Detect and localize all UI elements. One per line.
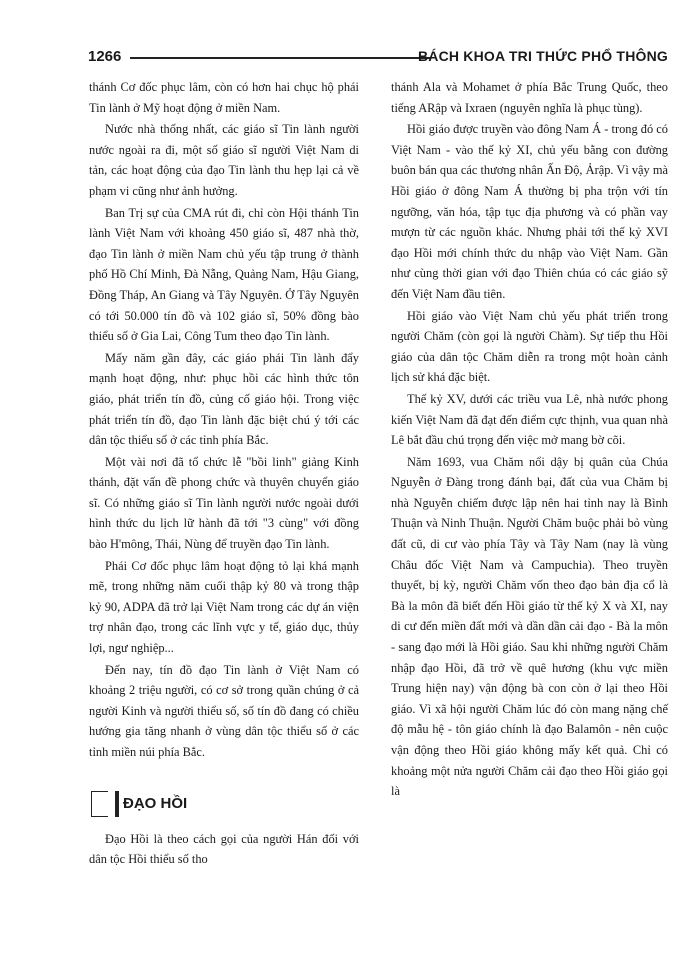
header-rule [130, 57, 430, 59]
page-number: 1266 [88, 48, 122, 65]
paragraph: Mấy năm gần đây, các giáo phái Tin lành đẩy mạnh hoạt động, như: phục hồi các hình thức tôn giáo, phát triển tín đồ, củng cố giáo hội. Trong việc phát triển tín đồ, đạo Tin lành đặc biệt chú ý tới các dân tộc thiểu số ở các tỉnh phía Bắc. [89, 350, 359, 448]
section-bar-icon [115, 791, 119, 817]
section-title: ĐẠO HỒI [123, 794, 188, 812]
paragraph: Một vài nơi đã tổ chức lễ "bồi linh" giảng Kinh thánh, đặt vấn đề phong chức và thuyên chuyển giáo sĩ. Có những giáo sĩ Tin lành người nước ngoài dưới hình thức du lịch lữ hành đã tới "3 cùng" với đồng bào H'mông, Thái, Nùng để truyền đạo Tin lành. [89, 454, 359, 552]
paragraph: Đến nay, tín đồ đạo Tin lành ở Việt Nam có khoảng 2 triệu người, có cơ sở trong quần chúng ở cả người Kinh và người thiểu số, số tín đồ đang có chiều hướng gia tăng nhanh ở vùng dân tộc thiểu số ở các tỉnh miền núi phía Bắc. [89, 662, 359, 759]
paragraph: Thế kỷ XV, dưới các triều vua Lê, nhà nước phong kiến Việt Nam đã đạt đến điểm cực thịnh, vua quan nhà Lê bắt đầu chú trọng đến việc mở mang bờ cõi. [391, 391, 668, 448]
paragraph: Năm 1693, vua Chăm nổi dậy bị quân của Chúa Nguyễn ở Đàng trong đánh bại, đất của vua Chăm bị nhà Nguyễn chiếm được lập nên hai tỉnh nay là Bình Thuận và Ninh Thuận. Người Chăm buộc phải bỏ vùng đất cũ, di cư vào phía Tây và Tây Nam (nay là vùng Châu đốc Việt Nam và Campuchia). Theo truyền thuyết, bị kỳ, người Chăm vốn theo đạo bản địa cổ là Bà la môn đã biết đến Hồi giáo từ thế kỷ X và XI, nay di cư đến miền đất mới và dần dần cải đạo - Bà la môn - sang đạo mới là Hồi giáo. Sau khi những người Chăm nhập đạo Hồi, đã trở về quê hương (khu vực miền Trung hiện nay) vận động bà con còn ở lại theo Hồi giáo. Vì xã hội người Chăm lúc đó còn mang nặng chế độ mẫu hệ - tôn giáo chính là đạo Balamôn - nên cuộc vận động theo Hồi giáo không mấy kết quả. Chỉ có khoảng một nửa người Chăm cải đạo theo Hồi giáo gọi là [391, 454, 668, 799]
paragraph: thánh Cơ đốc phục lâm, còn có hơn hai chục hộ phái Tin lành ở Mỹ hoạt động ở miền Nam. [89, 80, 359, 115]
page-header [88, 48, 668, 70]
section-bracket-icon [91, 791, 108, 817]
paragraph: Đạo Hồi là theo cách gọi của người Hán đối với dân tộc Hồi thiểu số tho [89, 831, 359, 867]
left-column [89, 77, 359, 870]
paragraph: Phái Cơ đốc phục lâm hoạt động tỏ lại khá mạnh mẽ, trong những năm cuối thập kỷ 80 và trong thập kỷ 90, ADPA đã trở lại Việt Nam trong các dự án viện trợ nhân đạo, trong các lĩnh vực y tế, giáo dục, thủy lợi, ngư nghiệp... [89, 558, 359, 656]
paragraph: Hồi giáo được truyền vào đông Nam Á - trong đó có Việt Nam - vào thế kỷ XI, chủ yếu bằng con đường buôn bán qua các thương nhân Ấn Độ, Ảrập. Vì vậy mà Hồi giáo ở đông Nam Á thường bị pha trộn với tín ngưỡng, văn hóa, tập tục địa phương và có phần vay mượn từ các nguồn khác. Nhưng phải tới thế kỷ XVI đạo Hồi mới chính thức du nhập vào Việt Nam. Gần như cùng thời gian với đạo Thiên chúa có các giáo sỹ đến Việt Nam đầu tiên. [391, 122, 668, 301]
section-heading [89, 789, 359, 819]
paragraph: Ban Trị sự của CMA rút đi, chỉ còn Hội thánh Tin lành Việt Nam với khoảng 450 giáo sĩ, 487 nhà thờ, đạo Tin lành ở miền Nam chủ yếu tập trung ở thành phố Hồ Chí Minh, Đà Nẵng, Quảng Nam, Hậu Giang, Đồng Tháp, An Giang và Tây Nguyên. Ở Tây Nguyên có tới 50.000 tín đồ và 102 giáo sĩ, 50% đồng bào thiểu số ở Gia Lai, Công Tum theo đạo Tin lành. [89, 205, 359, 344]
running-title: BÁCH KHOA TRI THỨC PHỔ THÔNG [417, 48, 668, 64]
paragraph: thánh Ala và Mohamet ở phía Bắc Trung Quốc, theo tiếng ARập và Ixraen (nguyên nghĩa là phục tùng). [391, 80, 668, 115]
right-column [391, 77, 668, 802]
paragraph: Hồi giáo vào Việt Nam chủ yếu phát triển trong người Chăm (còn gọi là người Chàm). Sự tiếp thu Hồi giáo của dân tộc Chăm diễn ra trong một hoàn cảnh lịch sử khá đặc biệt. [391, 308, 668, 385]
paragraph: Nước nhà thống nhất, các giáo sĩ Tin lành người nước ngoài ra đi, một số giáo sĩ người Việt Nam di tản, các hoạt động của đạo Tin lành thu hẹp lại cả về phạm vi cũng như ảnh hưởng. [89, 122, 359, 198]
